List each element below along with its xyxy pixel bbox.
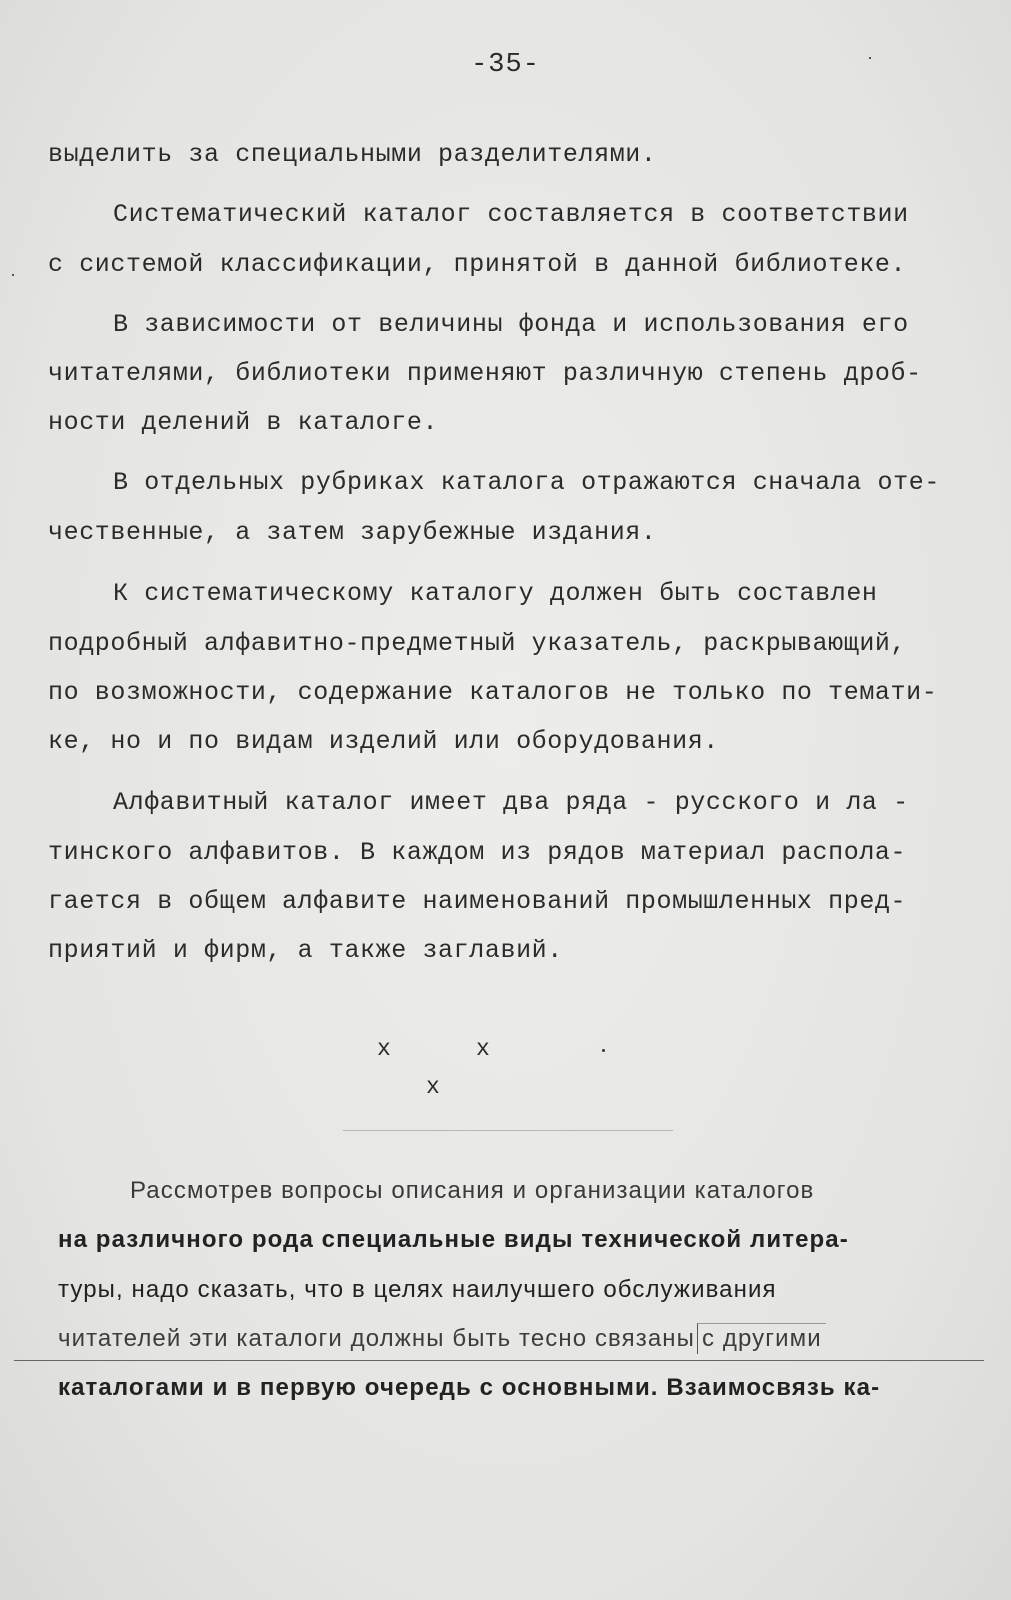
separator-mark: х: [426, 1074, 440, 1100]
text-line: тинского алфавитов. В каждом из рядов материал распола-: [48, 838, 907, 867]
faint-rule: [343, 1130, 673, 1131]
text-line: В отдельных рубриках каталога отражаются сначала оте-: [113, 468, 940, 497]
text-line: чественные, а затем зарубежные издания.: [48, 518, 657, 547]
text-fragment: читателей эти каталоги должны быть тесно связаны: [58, 1325, 695, 1352]
text-line: Систематический каталог составляется в соответствии: [113, 200, 909, 229]
text-line: подробный алфавитно-предметный указатель, раскрывающий,: [48, 629, 907, 658]
separator-mark: х: [377, 1036, 391, 1062]
boxed-fragment: с другими: [697, 1323, 826, 1354]
text-line: гается в общем алфавите наименований промышленных пред-: [48, 887, 907, 916]
text-line: по возможности, содержание каталогов не только по темати-: [48, 678, 938, 707]
page-number: -35-: [471, 50, 540, 80]
text-line: ности делений в каталоге.: [48, 408, 439, 437]
text-line: [58, 1323, 826, 1354]
text-line: выделить за специальными разделителями.: [48, 140, 657, 169]
text-line: В зависимости от величины фонда и использования его: [113, 310, 909, 339]
text-line: К систематическому каталогу должен быть составлен: [113, 579, 878, 608]
text-line: туры, надо сказать, что в целях наилучшего обслуживания: [58, 1276, 777, 1303]
stray-dot: [602, 1049, 605, 1052]
text-line: читателями, библиотеки применяют различную степень дроб-: [48, 359, 922, 388]
text-line: каталогами и в первую очередь с основными. Взаимосвязь ка-: [58, 1374, 881, 1401]
text-line: Алфавитный каталог имеет два ряда - русского и ла -: [113, 788, 909, 817]
separator-mark: х: [476, 1036, 490, 1062]
margin-speck: [12, 274, 14, 276]
text-line: ке, но и по видам изделий или оборудования.: [48, 727, 719, 756]
margin-speck: [869, 57, 871, 59]
underline-rule: [14, 1360, 984, 1361]
text-line: Рассмотрев вопросы описания и организации каталогов: [130, 1177, 815, 1204]
text-line: приятий и фирм, а также заглавий.: [48, 936, 563, 965]
text-line: с системой классификации, принятой в данной библиотеке.: [48, 250, 907, 279]
text-line: на различного рода специальные виды технической литера-: [58, 1226, 849, 1253]
